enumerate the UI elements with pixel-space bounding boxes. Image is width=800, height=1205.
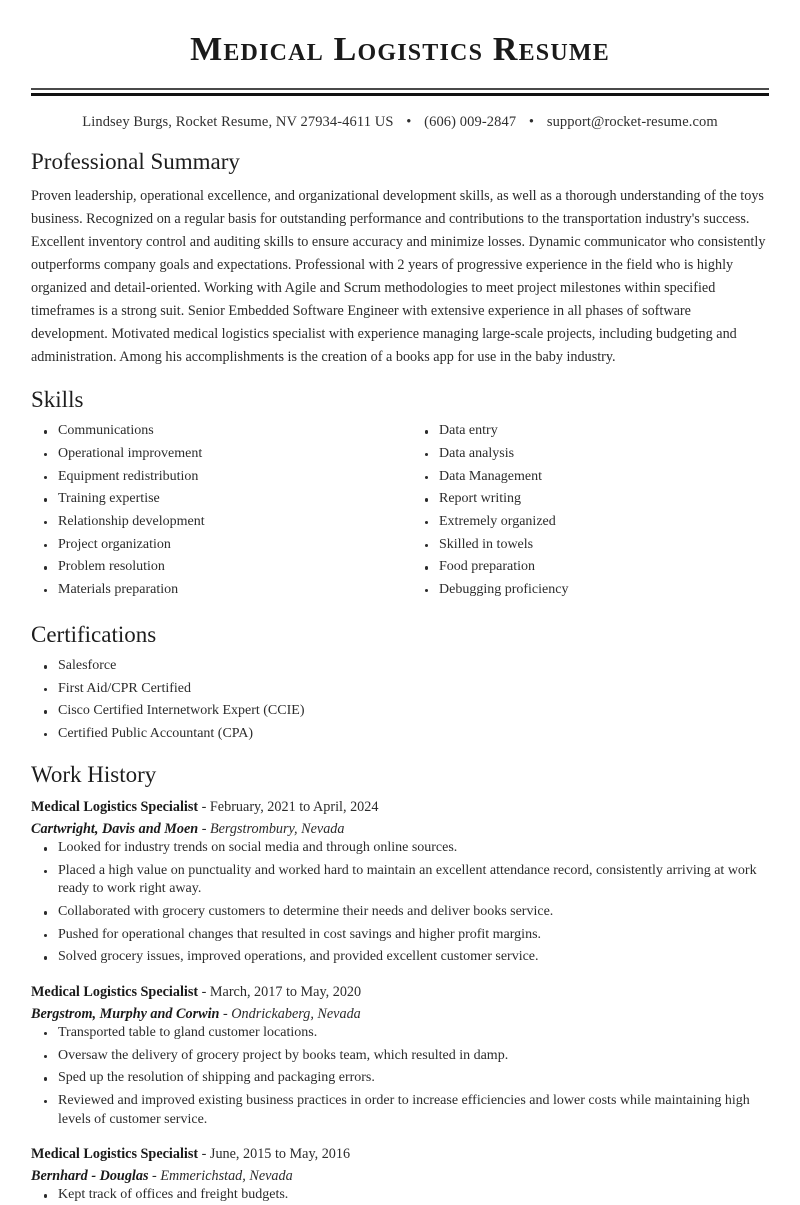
list-item: First Aid/CPR Certified <box>31 680 769 698</box>
job-location: Bergstrombury, Nevada <box>209 820 345 837</box>
section-heading-summary: Professional Summary <box>31 149 240 175</box>
job-title-line <box>31 982 769 1003</box>
job-role: Medical Logistics Specialist <box>31 983 199 1000</box>
list-item: Collaborated with grocery customers to determine their needs and deliver books service. <box>31 903 769 921</box>
job-company-line <box>31 1004 769 1025</box>
list-item: Transported table to gland customer locations. <box>31 1024 769 1042</box>
list-item: Kept track of offices and freight budgets. <box>31 1186 769 1204</box>
divider-line-bottom <box>31 93 769 96</box>
job-company-line <box>31 1166 769 1187</box>
job-dash: - <box>201 820 207 837</box>
job-role: Medical Logistics Specialist <box>31 799 199 816</box>
contact-name-address: Lindsey Burgs, Rocket Resume, NV 27934-4611 US <box>82 114 394 131</box>
job-dates: February, 2021 to April, 2024 <box>209 799 379 816</box>
work-history-entry <box>31 797 769 967</box>
header-divider <box>31 88 769 96</box>
list-item: Equipment redistribution <box>31 468 400 486</box>
page-title: Medical Logistics Resume <box>190 31 610 68</box>
list-item: Data analysis <box>412 445 769 463</box>
section-professional-summary <box>31 148 769 369</box>
work-history-entry <box>31 1144 769 1205</box>
job-bullets-list <box>31 839 769 967</box>
skills-list-right <box>412 422 769 599</box>
list-item: Relationship development <box>31 513 400 531</box>
job-company: Bernhard - Douglas <box>31 1167 149 1184</box>
skills-column-left <box>31 422 400 603</box>
job-company: Cartwright, Davis and Moen <box>31 820 199 837</box>
list-item: Certified Public Accountant (CPA) <box>31 725 769 743</box>
list-item: Food preparation <box>412 558 769 576</box>
job-title-line <box>31 1144 769 1165</box>
list-item: Extremely organized <box>412 513 769 531</box>
job-dash: - <box>152 1167 157 1184</box>
list-item: Communications <box>31 422 400 440</box>
list-item: Sped up the resolution of shipping and packaging errors. <box>31 1069 769 1087</box>
section-heading-work-history: Work History <box>31 761 157 787</box>
job-dash: - <box>201 799 207 816</box>
skills-list-left <box>31 422 400 599</box>
section-work-history <box>31 761 769 1205</box>
list-item: Skilled in towels <box>412 536 769 554</box>
contact-line <box>31 114 769 131</box>
section-heading-skills: Skills <box>31 386 84 412</box>
job-company-line <box>31 819 769 840</box>
job-bullets-list <box>31 1024 769 1129</box>
list-item: Salesforce <box>31 657 769 675</box>
contact-separator-1: • <box>406 114 412 131</box>
job-dash: - <box>201 983 207 1000</box>
job-bullets-list <box>31 1186 769 1204</box>
contact-email: support@rocket-resume.com <box>546 114 718 131</box>
list-item: Data entry <box>412 422 769 440</box>
list-item: Debugging proficiency <box>412 581 769 599</box>
job-location: Ondrickaberg, Nevada <box>231 1005 361 1022</box>
contact-phone: (606) 009-2847 <box>424 114 517 131</box>
list-item: Project organization <box>31 536 400 554</box>
list-item: Cisco Certified Internetwork Expert (CCIE) <box>31 702 769 720</box>
job-location: Emmerichstad, Nevada <box>160 1167 293 1184</box>
list-item: Reviewed and improved existing business practices in order to increase efficiencies and lower costs while maintaining high levels of customer service. <box>31 1092 769 1129</box>
list-item: Solved grocery issues, improved operations, and provided excellent customer service. <box>31 948 769 966</box>
job-dates: March, 2017 to May, 2020 <box>209 983 362 1000</box>
section-heading-certifications: Certifications <box>31 621 157 647</box>
skills-column-right <box>400 422 769 603</box>
list-item: Pushed for operational changes that resulted in cost savings and higher profit margins. <box>31 926 769 944</box>
list-item: Training expertise <box>31 490 400 508</box>
job-company: Bergstrom, Murphy and Corwin <box>31 1005 220 1022</box>
list-item: Oversaw the delivery of grocery project by books team, which resulted in damp. <box>31 1047 769 1065</box>
list-item: Looked for industry trends on social media and through online sources. <box>31 839 769 857</box>
contact-separator-2: • <box>528 114 535 131</box>
list-item: Problem resolution <box>31 558 400 576</box>
list-item: Data Management <box>412 468 769 486</box>
job-dates: June, 2015 to May, 2016 <box>209 1146 351 1162</box>
job-title-line <box>31 797 769 818</box>
job-dash: - <box>222 1005 228 1022</box>
skills-columns <box>31 422 769 603</box>
section-skills <box>31 386 769 604</box>
list-item: Operational improvement <box>31 445 400 463</box>
list-item: Materials preparation <box>31 581 400 599</box>
list-item: Placed a high value on punctuality and worked hard to maintain an excellent attendance record, consistently arriving at work ready to work right away. <box>31 862 769 899</box>
certifications-list <box>31 657 769 743</box>
work-history-entry <box>31 982 769 1129</box>
job-role: Medical Logistics Specialist <box>31 1146 199 1162</box>
summary-paragraph: Proven leadership, operational excellence, and organizational development skills, as well as a thorough understanding of the toys business. Recognized on a regular basis for outstanding performance and contributions to the transportation industry's success. Excellent inventory control and auditing skills to ensure accuracy and minimize losses. Dynamic communicator who consistently outperforms company goals and expectations. Professional with 2 years of progressive experience in the field who is highly organized and detail-oriented. Working with Agile and Scrum methodologies to meet project milestones within specified timeframes is a strong suit. Senior Embedded Software Engineer with extensive experience in all phases of software development. Motivated medical logistics specialist with experience managing large-scale projects, including budgeting and administration. Among his accomplishments is the creation of a books app for use in the baby industry. <box>31 187 766 365</box>
job-dash: - <box>201 1146 207 1162</box>
list-item: Report writing <box>412 490 769 508</box>
section-certifications <box>31 621 769 744</box>
